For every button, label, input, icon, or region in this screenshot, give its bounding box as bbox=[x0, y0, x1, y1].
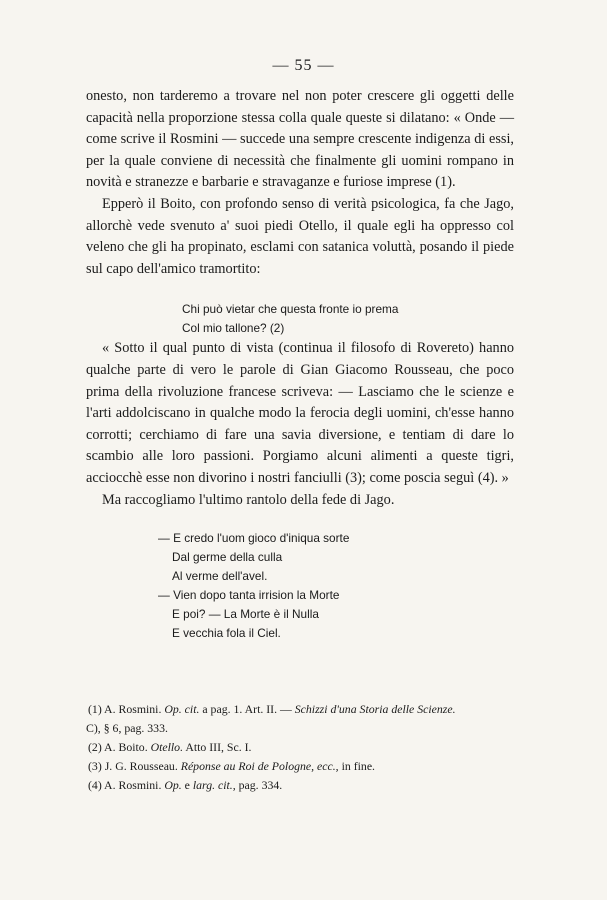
poem-block bbox=[158, 529, 514, 643]
footnote-2-ref: (2) A. Boito. bbox=[88, 740, 151, 754]
poem-line-6: E vecchia fola il Ciel. bbox=[172, 626, 281, 641]
paragraph-2: Epperò il Boito, con profondo senso di verità psicologica, fa che Jago, allorchè vede svenuto a' suoi piedi Otello, il quale egli ha oppresso col veleno che gli ha propinato, esclami con satanica voluttà, posando il piede sul capo dell'amico tramortito: bbox=[86, 195, 514, 277]
page-number: — 55 — bbox=[272, 57, 335, 74]
poem-line-1: — E credo l'uom gioco d'iniqua sorte bbox=[158, 531, 350, 546]
footnote-4-mid: e bbox=[181, 778, 193, 792]
quote-block bbox=[182, 300, 514, 338]
footnote-2-rest: Atto III, Sc. I. bbox=[183, 740, 252, 754]
footnote-4-op: Op. bbox=[164, 778, 182, 792]
footnote-1-ref: (1) A. Rosmini. bbox=[88, 702, 165, 716]
footnote-1-continuation: C), § 6, pag. 333. bbox=[86, 721, 168, 735]
poem-line-4: — Vien dopo tanta irrision la Morte bbox=[158, 588, 340, 603]
footnote-4-larg: larg. cit., bbox=[192, 778, 236, 792]
poem-line-3: Al verme dell'avel. bbox=[172, 569, 268, 584]
footnotes bbox=[88, 700, 518, 795]
footnote-3-ref: (3) J. G. Rousseau. bbox=[88, 759, 181, 773]
paragraph-4: Ma raccogliamo l'ultimo rantolo della fede di Jago. bbox=[102, 491, 395, 508]
footnote-4-ref: (4) A. Rosmini. bbox=[88, 778, 165, 792]
poem-line-5: E poi? — La Morte è il Nulla bbox=[172, 607, 319, 622]
footnote-3-rest: in fine. bbox=[338, 759, 376, 773]
quote-line-2: Col mio tallone? (2) bbox=[182, 321, 285, 336]
quote-line-1: Chi può vietar che questa fronte io prema bbox=[182, 302, 399, 317]
footnote-3-title: Réponse au Roi de Pologne, ecc., bbox=[180, 759, 339, 773]
footnote-1-title: Schizzi d'una Storia delle Scienze. bbox=[294, 702, 456, 716]
main-text bbox=[86, 86, 514, 643]
footnote-4 bbox=[88, 776, 518, 795]
paragraph-1: onesto, non tarderemo a trovare nel non poter crescere gli oggetti delle capacità nella proporzione stessa colla quale queste si dilatano: « Onde — come scrive il Rosmini — succede una sempre crescente indigenza di essi, per la quale conviene di necessità che finalmente gli uomini rompano in novità e stranezze e barbarie e stravaganze e furiose imprese (1). bbox=[86, 88, 514, 191]
footnote-4-rest: pag. 334. bbox=[235, 778, 283, 792]
footnote-1-rest: a pag. 1. Art. II. — bbox=[199, 702, 295, 716]
footnote-1-op: Op. cit. bbox=[164, 702, 200, 716]
poem-line-2: Dal germe della culla bbox=[172, 550, 283, 565]
paragraph-3: « Sotto il qual punto di vista (continua il filosofo di Rovereto) hanno qualche parte di vero le parole di Gian Giacomo Rousseau, che poco prima della rivoluzione francese scriveva: — Lasciamo che le scienze e l'arti addolciscano in qualche modo la ferocia degli uomini, ch'esse hanno corrotti; cerchiamo di fare una savia diversione, e tentiam di dare lo scambio alle loro passioni. Porgiamo alcuni alimenti a queste tigri, acciocchè esse non divorino i nostri fanciulli (3); come poscia seguì (4). » bbox=[86, 340, 514, 486]
footnote-3 bbox=[88, 757, 518, 776]
footnote-1 bbox=[88, 700, 518, 719]
footnote-2-title: Otello. bbox=[150, 740, 184, 754]
footnote-2 bbox=[88, 738, 518, 757]
